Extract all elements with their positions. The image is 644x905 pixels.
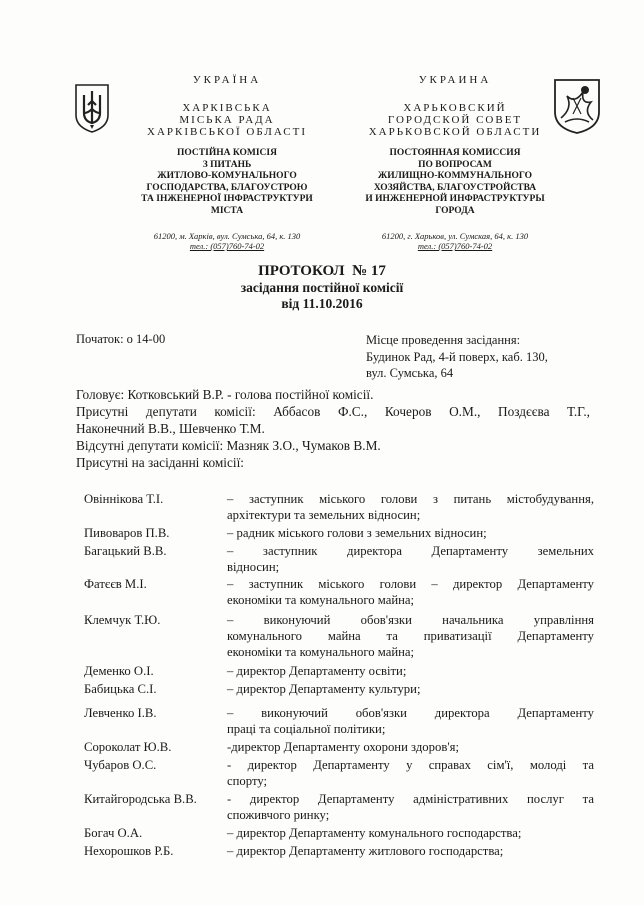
attendee-position: -директор Департаменту охорони здоров'я; bbox=[227, 740, 459, 754]
meeting-date: від 11.10.2016 bbox=[281, 296, 363, 311]
attendee-position: – заступник міського голови – директор Департаменту економіки та комунального майна; bbox=[227, 577, 594, 607]
protocol-title bbox=[0, 262, 644, 312]
attendee-position: – директор Департаменту культури; bbox=[227, 682, 421, 696]
attendee-position: – заступник директора Департаменту земельних відносин; bbox=[227, 544, 594, 574]
attendee-name: Клемчук Т.Ю. bbox=[84, 613, 161, 627]
attendee-name: Фатєєв М.І. bbox=[84, 577, 147, 591]
address: 61200, г. Харьков, ул. Сумская, 64, к. 130 тел.: (057)760-74-02 bbox=[340, 231, 570, 251]
country-name: УКРАЇНА bbox=[192, 74, 262, 86]
country-name: УКРАИНА bbox=[418, 74, 492, 86]
absent-deputies: Відсутні депутати комісії: Мазняк З.О., Чумаков В.М. bbox=[76, 438, 381, 453]
phone: тел.: (057)760-74-02 bbox=[189, 241, 265, 251]
attendee-position: – виконуючий обов'язки начальника управління комунального майна та приватизації Департаменту економіки та комунального майна; bbox=[227, 613, 594, 659]
attendee-position: – директор Департаменту житлового господарства; bbox=[227, 844, 504, 858]
attendee-name: Левченко І.В. bbox=[84, 706, 157, 720]
attendee-name: Чубаров О.С. bbox=[84, 758, 157, 772]
council-name: ХАРКІВСЬКА МІСЬКА РАДА ХАРКІВСЬКОЇ ОБЛАСТІ bbox=[147, 102, 307, 138]
chair-line: Головує: Котковський В.Р. - голова постійної комісії. bbox=[76, 387, 374, 402]
attendee-name: Бабицька С.І. bbox=[84, 682, 157, 696]
attendee-position: - директор Департаменту у справах сім'ї, молоді та спорту; bbox=[227, 758, 594, 788]
header-left-ukrainian bbox=[112, 74, 342, 251]
attendee-name: Пивоваров П.В. bbox=[84, 526, 170, 540]
protocol-number: ПРОТОКОЛ № 17 bbox=[258, 263, 386, 279]
attending-label: Присутні на засіданні комісії: bbox=[76, 455, 244, 470]
commission-name: ПОСТІЙНА КОМІСІЯ З ПИТАНЬ ЖИТЛОВО-КОМУНАЛЬНОГО ГОСПОДАРСТВА, БЛАГОУСТРОЮ ТА ІНЖЕНЕРНОЇ ІНФРАСТРУКТУРИ МІСТА bbox=[141, 148, 313, 216]
council-name: ХАРЬКОВСКИЙ ГОРОДСКОЙ СОВЕТ ХАРЬКОВСКОЙ ОБЛАСТИ bbox=[368, 102, 542, 138]
attendee-name: Нехорошков Р.Б. bbox=[84, 844, 174, 858]
attendee-name: Китайгородська В.В. bbox=[84, 792, 197, 806]
present-deputies-line2: Наконечний В.В., Шевченко Т.М. bbox=[76, 421, 265, 436]
attendee-name: Багацький В.В. bbox=[84, 544, 167, 558]
attendee-name: Сороколат Ю.В. bbox=[84, 740, 172, 754]
attendee-name: Овіннікова Т.І. bbox=[84, 492, 164, 506]
ukraine-trident-emblem-icon bbox=[73, 83, 111, 133]
address: 61200, м. Харків, вул. Сумська, 64, к. 130 тел.: (057)760-74-02 bbox=[112, 231, 342, 251]
attendee-position: – директор Департаменту освіти; bbox=[227, 664, 407, 678]
phone: тел.: (057)760-74-02 bbox=[417, 241, 493, 251]
attendee-position: – заступник міського голови з питань містобудування, архітектури та земельних відносин; bbox=[227, 492, 594, 522]
commission-name: ПОСТОЯННАЯ КОМИССИЯ ПО ВОПРОСАМ ЖИЛИЩНО-КОММУНАЛЬНОГО ХОЗЯЙСТВА, БЛАГОУСТРОЙСТВА И ИНЖЕНЕРНОЙ ИНФРАСТРУКТУРЫ ГОРОДА bbox=[365, 148, 545, 216]
meeting-venue: Місце проведення засідання: Будинок Рад, 4-й поверх, каб. 130, вул. Сумська, 64 bbox=[366, 333, 548, 380]
attendee-name: Богач О.А. bbox=[84, 826, 143, 840]
attendee-position: – виконуючий обов'язки директора Департаменту праці та соціальної політики; bbox=[227, 706, 594, 736]
attendee-position: - директор Департаменту адміністративних послуг та споживчого ринку; bbox=[227, 792, 594, 822]
intro-section bbox=[76, 386, 590, 471]
present-deputies-line1: Присутні депутати комісії: Аббасов Ф.С., Кочеров О.М., Поздєєва Т.Г., bbox=[76, 404, 590, 419]
attendee-name: Деменко О.І. bbox=[84, 664, 154, 678]
attendee-position: – директор Департаменту комунального господарства; bbox=[227, 826, 522, 840]
meeting-label: засідання постійної комісії bbox=[240, 280, 404, 295]
attendee-position: – радник міського голови з земельних відносин; bbox=[227, 526, 487, 540]
header-right-russian bbox=[340, 74, 570, 251]
start-time: Початок: о 14-00 bbox=[76, 332, 166, 346]
